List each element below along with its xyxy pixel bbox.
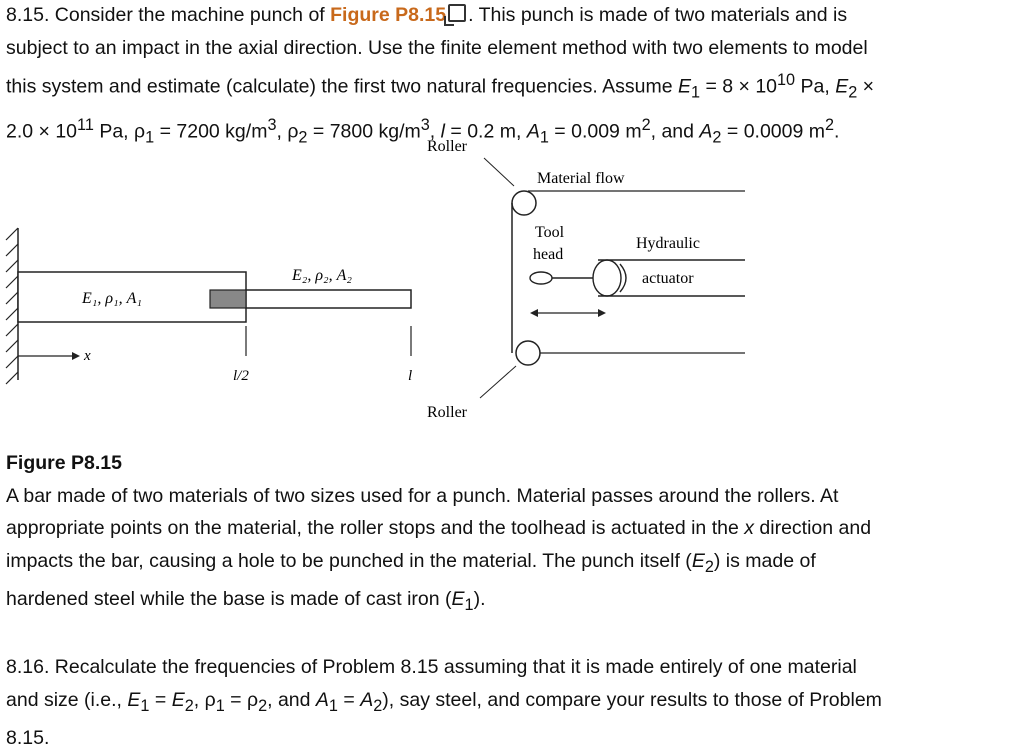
actuator-piston: [593, 260, 621, 296]
motion-arrowhead-right: [598, 309, 606, 317]
problem-8-16: [6, 651, 1016, 754]
wall-hatching: [6, 228, 18, 384]
material-flow-label: Material flow: [537, 170, 625, 187]
figure-caption-title: Figure P8.15: [6, 452, 122, 474]
hydraulic-label: Hydraulic: [636, 235, 700, 252]
roller-bottom: [516, 341, 540, 365]
tool-label: Tool: [535, 224, 565, 241]
problem-816-line-2: and size (i.e., $E_1 = E_2$, $\rho_1 = \rho_2$, and $A_1 = A_2$), say steel, and compare your results to those of Problem: [6, 688, 882, 715]
x-axis-label: x: [84, 348, 91, 364]
roller-top-label: Roller: [427, 138, 467, 155]
figure-caption: [6, 447, 1016, 621]
popout-icon[interactable]: [448, 4, 466, 22]
problem-816-line-3: 8.15.: [6, 726, 50, 749]
bar-element-2: [246, 290, 411, 308]
caption-line-1: A bar made of two materials of two sizes used for a punch. Material passes around the rollers. At: [6, 484, 839, 507]
problem-line-1: 8.15. Consider the machine punch of Figure P8.15 . This punch is made of two materials and is: [6, 4, 848, 26]
head-label: head: [533, 246, 564, 263]
problem-line-3: this system and estimate (calculate) the first two natural frequencies. Assume $E_1 = 8 \times 10^{10}$ Pa, $E_2$ ×: [6, 71, 875, 102]
caption-line-2: appropriate points on the material, the roller stops and the toolhead is actuated in the x direction and: [6, 517, 872, 539]
length-label: l: [408, 368, 413, 384]
roller-top: [512, 191, 536, 215]
tool-head-tip: [530, 272, 552, 284]
actuator-label: actuator: [642, 270, 694, 287]
problem-816-line-1: 8.16. Recalculate the frequencies of Problem 8.15 assuming that it is made entirely of one material: [6, 656, 857, 678]
roller-top-pointer: [484, 158, 514, 186]
punch-figure: [0, 130, 760, 430]
problem-line-4: $2.0 \times 10^{11}$ Pa, $\rho_1 = 7200$ $kg/m^3$, $\rho_2 = 7800$ $kg/m^3$, l = 0.2 m, $A_1 = 0.009$ $m^2$, and $A_2 = 0.0009$ $m^2$.: [6, 115, 840, 147]
motion-arrowhead-left: [530, 309, 538, 317]
bar-joint-shaded: [210, 290, 246, 308]
x-axis-arrowhead: [72, 352, 80, 360]
figure-p8-15-link[interactable]: Figure P8.15: [330, 4, 447, 26]
element-2-label: E₂, ρ₂, A₂: [292, 267, 352, 284]
element-1-label: E₁, ρ₁, A₁: [82, 290, 142, 307]
half-length-label: l/2: [233, 368, 249, 384]
caption-line-3: impacts the bar, causing a hole to be punched in the material. The punch itself $(E_2)$ is made of: [6, 549, 816, 576]
roller-bottom-pointer: [480, 366, 516, 398]
roller-bottom-label: Roller: [427, 404, 467, 421]
caption-line-4: hardened steel while the base is made of cast iron $(E_1)$.: [6, 587, 486, 614]
problem-line-2: subject to an impact in the axial direction. Use the finite element method with two elements to model: [6, 36, 868, 59]
